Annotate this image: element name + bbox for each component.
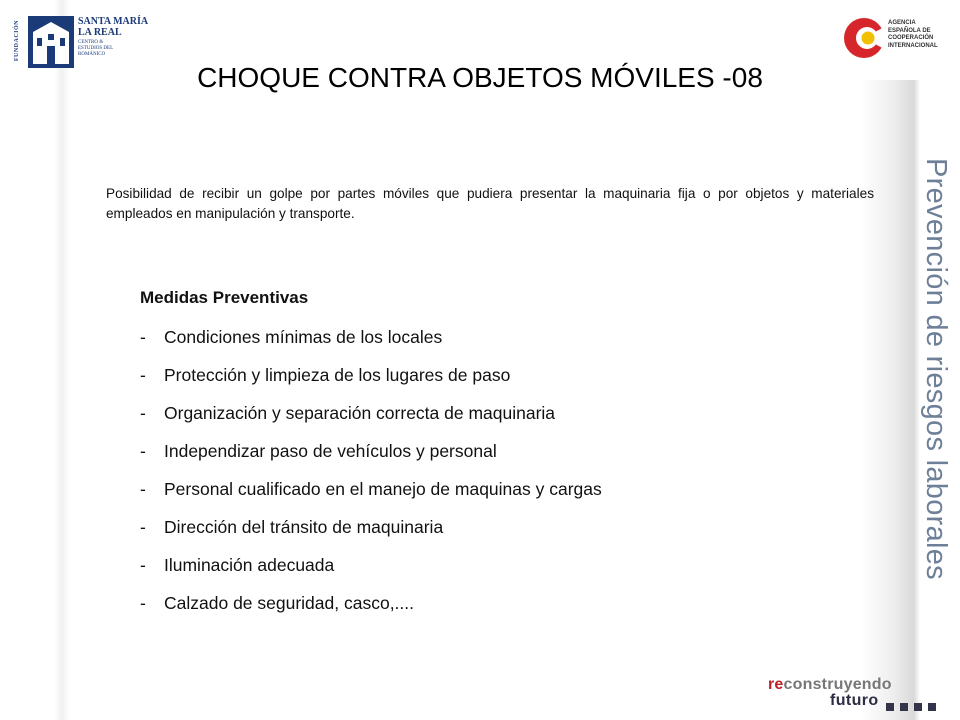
aecid-line-4: INTERNACIONAL — [888, 42, 938, 49]
measures-list — [140, 327, 602, 631]
logo-name-line-2: LA REAL — [78, 27, 122, 38]
bullet-dash: - — [140, 479, 146, 499]
aecid-line-2: ESPAÑOLA DE — [888, 27, 931, 34]
measure-item — [140, 403, 602, 441]
right-edge-shading — [860, 80, 920, 720]
bullet-dash: - — [140, 403, 146, 423]
aecid-line-3: COOPERACIÓN — [888, 35, 934, 41]
footer-logo-line-2: futuro — [830, 692, 879, 709]
bullet-dash: - — [140, 593, 146, 613]
logo-sub-line-2: ESTUDIOS DEL — [78, 46, 114, 51]
left-edge-shading — [0, 0, 70, 720]
aecid-logo — [842, 16, 952, 68]
measure-item — [140, 327, 602, 365]
monastery-icon — [28, 16, 74, 68]
measure-item — [140, 555, 602, 593]
measures-heading: Medidas Preventivas — [140, 288, 309, 307]
measure-text: Protección y limpieza de los lugares de paso — [164, 365, 511, 385]
measure-item — [140, 365, 602, 403]
logo-sub-line-3: ROMÁNICO — [78, 52, 106, 57]
risk-description: Posibilidad de recibir un golpe por partes móviles que pudiera presentar la maquinaria fija o por objetos y materiales empleados en manipulación y transporte. — [106, 186, 874, 221]
c-mark-icon — [842, 16, 886, 60]
bullet-dash: - — [140, 327, 146, 347]
bullet-dash: - — [140, 555, 146, 575]
aecid-text — [888, 20, 938, 50]
measure-item — [140, 441, 602, 479]
aecid-line-1: AGENCIA — [888, 20, 916, 26]
bullet-dash: - — [140, 517, 146, 537]
santa-maria-la-real-logo — [14, 14, 149, 68]
measure-text: Personal cualificado en el manejo de maquinas y cargas — [164, 479, 602, 499]
measure-text: Calzado de seguridad, casco,.... — [164, 593, 415, 613]
measure-text: Independizar paso de vehículos y personal — [164, 441, 497, 461]
fundacion-text: FUNDACIÓN — [14, 20, 20, 62]
reconstruyendo-futuro-logo — [768, 676, 948, 714]
measure-item — [140, 517, 602, 555]
bullet-dash: - — [140, 441, 146, 461]
sidebar-title-text: Prevención de riesgos laborales — [920, 158, 952, 580]
footer-squares-icon — [886, 698, 942, 716]
measure-item — [140, 479, 602, 517]
footer-logo-prefix: re — [768, 676, 784, 693]
logo-name-line-1: SANTA MARÍA — [78, 16, 149, 27]
footer-logo-line1-text: construyendo — [783, 676, 892, 693]
logo-subtitle — [78, 40, 113, 58]
measure-text: Organización y separación correcta de maquinaria — [164, 403, 556, 423]
logo-name — [78, 16, 148, 38]
measure-item — [140, 593, 602, 631]
measure-text: Iluminación adecuada — [164, 555, 335, 575]
bullet-dash: - — [140, 365, 146, 385]
sidebar-title — [918, 158, 954, 580]
slide-title: CHOQUE CONTRA OBJETOS MÓVILES -08 — [197, 62, 763, 93]
measure-text: Dirección del tránsito de maquinaria — [164, 517, 444, 537]
logo-fundacion-label — [14, 20, 24, 68]
measure-text: Condiciones mínimas de los locales — [164, 327, 443, 347]
logo-sub-line-1: CENTRO & — [78, 40, 104, 45]
